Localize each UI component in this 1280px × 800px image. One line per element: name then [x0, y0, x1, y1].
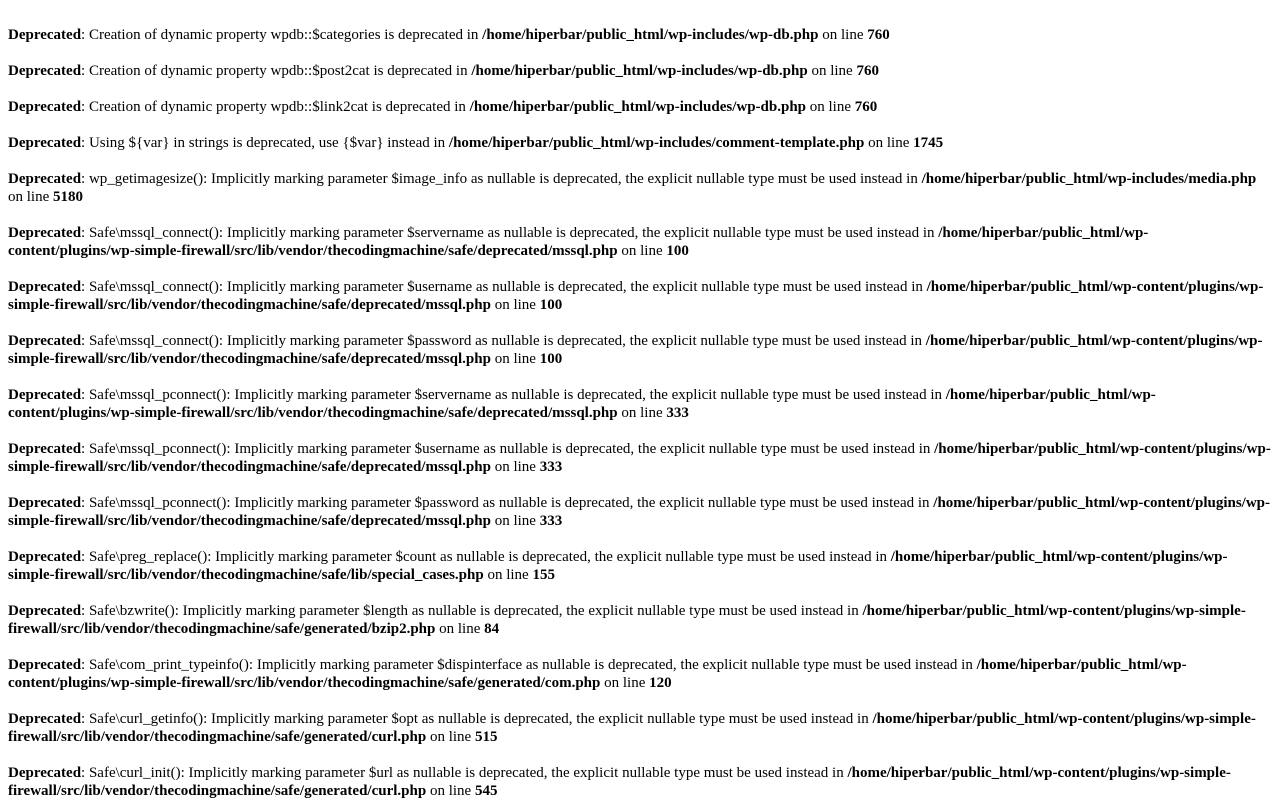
notice-on-line-text: on line — [426, 729, 475, 745]
notice-line-number: 760 — [856, 63, 879, 79]
notice-message: : Safe\preg_replace(): Implicitly marking parameter $count as nullable is deprecated, the explicit nullable type must be used instead in — [81, 549, 891, 565]
notice-message: : wp_getimagesize(): Implicitly marking parameter $image_info as nullable is deprecated, the explicit nullable type must be used instead in — [81, 171, 922, 187]
deprecation-notice — [8, 332, 1272, 368]
notice-level: Deprecated — [8, 135, 82, 151]
notice-level: Deprecated — [8, 549, 82, 565]
notice-line-number: 333 — [666, 405, 689, 421]
notice-level: Deprecated — [8, 279, 82, 295]
notice-file-path: /home/hiperbar/public_html/wp-content/plugins/wp-simple-firewall/src/lib/vendor/thecodingmachine/safe/generated/bzip2.php — [8, 603, 1246, 637]
notice-line-number: 155 — [532, 567, 555, 583]
notice-message: : Safe\com_print_typeinfo(): Implicitly marking parameter $dispinterface as nullable is deprecated, the explicit nullable type must be used instead in — [81, 657, 977, 673]
notice-line-number: 1745 — [913, 135, 944, 151]
notice-level: Deprecated — [8, 171, 82, 187]
notice-level: Deprecated — [8, 765, 82, 781]
notice-on-line-text: on line — [426, 783, 475, 799]
notice-file-path: /home/hiperbar/public_html/wp-content/plugins/wp-simple-firewall/src/lib/vendor/thecodingmachine/safe/lib/special_cases.php — [8, 549, 1228, 583]
notice-on-line-text: on line — [490, 513, 540, 529]
notice-level: Deprecated — [8, 63, 82, 79]
notice-level: Deprecated — [8, 99, 82, 115]
notice-level: Deprecated — [8, 333, 82, 349]
deprecation-notice — [8, 764, 1272, 800]
deprecation-notice — [8, 440, 1272, 476]
notice-on-line-text: on line — [864, 135, 914, 151]
notice-on-line-text: on line — [617, 405, 667, 421]
notice-on-line-text: on line — [8, 189, 53, 205]
notice-line-number: 333 — [539, 513, 563, 529]
notice-file-path: /home/hiperbar/public_html/wp-content/plugins/wp-simple-firewall/src/lib/vendor/thecodingmachine/safe/deprecated/mssql.php — [8, 225, 1149, 259]
notice-line-number: 333 — [539, 459, 563, 475]
notice-message: : Creation of dynamic property wpdb::$post2cat is deprecated in — [81, 63, 472, 79]
notice-line-number: 5180 — [53, 189, 83, 205]
notice-file-path: /home/hiperbar/public_html/wp-content/plugins/wp-simple-firewall/src/lib/vendor/thecodingmachine/safe/deprecated/mssql.php — [8, 387, 1156, 421]
notice-on-line-text: on line — [617, 243, 667, 259]
notice-file-path: /home/hiperbar/public_html/wp-content/plugins/wp-simple-firewall/src/lib/vendor/thecodingmachine/safe/generated/curl.php — [8, 711, 1256, 745]
notice-on-line-text: on line — [818, 27, 868, 43]
notice-message: : Safe\mssql_connect(): Implicitly marking parameter $username as nullable is deprecated, the explicit nullable type must be used instead in — [81, 279, 927, 295]
notice-line-number: 760 — [854, 99, 878, 115]
notice-line-number: 120 — [649, 675, 672, 691]
notice-on-line-text: on line — [807, 63, 857, 79]
notice-line-number: 100 — [539, 297, 563, 313]
notice-level: Deprecated — [8, 27, 82, 43]
notice-on-line-text: on line — [600, 675, 650, 691]
notice-on-line-text: on line — [435, 621, 485, 637]
notice-line-number: 84 — [484, 621, 500, 637]
notice-message: : Safe\mssql_connect(): Implicitly marking parameter $servername as nullable is deprecated, the explicit nullable type must be used instead in — [81, 225, 939, 241]
notice-message: : Creation of dynamic property wpdb::$link2cat is deprecated in — [81, 99, 470, 115]
notice-on-line-text: on line — [806, 99, 855, 115]
notice-message: : Safe\bzwrite(): Implicitly marking parameter $length as nullable is deprecated, the explicit nullable type must be used instead in — [81, 603, 863, 619]
notice-message: : Safe\mssql_pconnect(): Implicitly marking parameter $username as nullable is deprecated, the explicit nullable type must be used instead in — [81, 441, 935, 457]
deprecation-notice — [8, 26, 1272, 44]
notice-message: : Using ${var} in strings is deprecated, use {$var} instead in — [81, 135, 449, 151]
deprecation-notice — [8, 170, 1272, 206]
notice-line-number: 760 — [867, 27, 890, 43]
deprecation-notice — [8, 386, 1272, 422]
notice-file-path: /home/hiperbar/public_html/wp-content/plugins/wp-simple-firewall/src/lib/vendor/thecodingmachine/safe/generated/com.php — [8, 657, 1187, 691]
notice-level: Deprecated — [8, 711, 82, 727]
notice-message: : Safe\mssql_pconnect(): Implicitly marking parameter $password as nullable is deprecated, the explicit nullable type must be used instead in — [81, 495, 934, 511]
deprecation-notice — [8, 548, 1272, 584]
notice-level: Deprecated — [8, 603, 82, 619]
notice-message: : Safe\mssql_connect(): Implicitly marking parameter $password as nullable is deprecated, the explicit nullable type must be used instead in — [81, 333, 926, 349]
notice-file-path: /home/hiperbar/public_html/wp-content/plugins/wp-simple-firewall/src/lib/vendor/thecodingmachine/safe/deprecated/mssql.php — [8, 441, 1271, 475]
notice-file-path: /home/hiperbar/public_html/wp-includes/wp-db.php — [482, 27, 819, 43]
notice-line-number: 100 — [539, 351, 563, 367]
notice-level: Deprecated — [8, 495, 82, 511]
notice-file-path: /home/hiperbar/public_html/wp-content/plugins/wp-simple-firewall/src/lib/vendor/thecodingmachine/safe/deprecated/mssql.php — [8, 279, 1264, 313]
deprecation-notice — [8, 98, 1272, 116]
notice-file-path: /home/hiperbar/public_html/wp-content/plugins/wp-simple-firewall/src/lib/vendor/thecodingmachine/safe/generated/curl.php — [8, 765, 1231, 799]
notice-message: : Creation of dynamic property wpdb::$categories is deprecated in — [81, 27, 483, 43]
notice-file-path: /home/hiperbar/public_html/wp-content/plugins/wp-simple-firewall/src/lib/vendor/thecodingmachine/safe/deprecated/mssql.php — [8, 333, 1263, 367]
deprecation-notice — [8, 62, 1272, 80]
notice-on-line-text: on line — [490, 351, 540, 367]
notice-level: Deprecated — [8, 387, 82, 403]
notice-message: : Safe\curl_init(): Implicitly marking parameter $url as nullable is deprecated, the explicit nullable type must be used instead in — [81, 765, 848, 781]
deprecation-notice — [8, 656, 1272, 692]
notice-line-number: 100 — [666, 243, 689, 259]
notice-file-path: /home/hiperbar/public_html/wp-includes/wp-db.php — [471, 63, 808, 79]
notice-on-line-text: on line — [490, 297, 540, 313]
deprecation-notice — [8, 494, 1272, 530]
notice-level: Deprecated — [8, 225, 82, 241]
notice-file-path: /home/hiperbar/public_html/wp-content/plugins/wp-simple-firewall/src/lib/vendor/thecodingmachine/safe/deprecated/mssql.php — [8, 495, 1271, 529]
notice-on-line-text: on line — [483, 567, 533, 583]
notice-file-path: /home/hiperbar/public_html/wp-includes/wp-db.php — [469, 99, 807, 115]
notice-level: Deprecated — [8, 657, 82, 673]
notice-level: Deprecated — [8, 441, 82, 457]
deprecation-notice — [8, 224, 1272, 260]
deprecation-notice — [8, 710, 1272, 746]
deprecation-notice — [8, 602, 1272, 638]
notice-message: : Safe\curl_getinfo(): Implicitly marking parameter $opt as nullable is deprecated, the explicit nullable type must be used instead in — [81, 711, 873, 727]
notice-message: : Safe\mssql_pconnect(): Implicitly marking parameter $servername as nullable is deprecated, the explicit nullable type must be used instead in — [81, 387, 946, 403]
notice-on-line-text: on line — [490, 459, 540, 475]
notice-line-number: 545 — [474, 783, 498, 799]
notice-line-number: 515 — [474, 729, 498, 745]
deprecation-notice — [8, 278, 1272, 314]
notice-file-path: /home/hiperbar/public_html/wp-includes/comment-template.php — [448, 135, 865, 151]
deprecation-notice — [8, 134, 1272, 152]
notice-file-path: /home/hiperbar/public_html/wp-includes/media.php — [921, 171, 1257, 187]
